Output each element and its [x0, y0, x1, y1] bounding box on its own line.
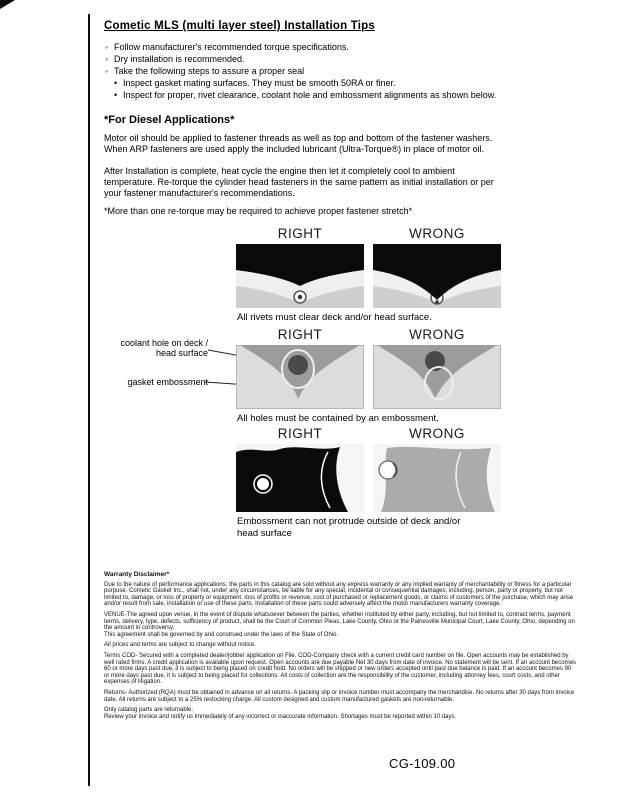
- scan-corner-mark: [0, 0, 15, 9]
- tip-bullet: ◦ Dry installation is recommended.: [104, 53, 534, 65]
- diesel-heading: *For Diesel Applications*: [104, 114, 235, 126]
- tip-sub-bullet: • Inspect for proper, rivet clearance, coolant hole and embossment alignments as shown below.: [113, 89, 534, 101]
- tip-bullet: ◦ Follow manufacturer's recommended torque specifications.: [104, 41, 534, 53]
- diesel-paragraph-1: Motor oil should be applied to fastener threads as well as top and bottom of the fastener washers. When ARP fasteners are used apply the included lubricant (Ultra-Torque®) in place of motor oil.: [104, 133, 493, 154]
- diesel-paragraph-2: After Installation is complete, heat cycle the engine then let it completely cool to ambient temperature. Re-torque the cylinder head fasteners in the same pattern as initial installation or per your fastener manufacturer's recommendations.: [104, 166, 494, 198]
- tip-bullet: ◦ Take the following steps to assure a proper seal: [104, 65, 534, 77]
- warranty-heading: Warranty Disclaimer*: [104, 571, 170, 578]
- row3-caption: Embossment can not protrude outside of deck and/or head surface: [237, 516, 461, 539]
- callout-coolant-label: coolant hole on deck / head surface: [120, 338, 208, 358]
- page-code: CG-109.00: [389, 756, 456, 771]
- row2-wrong-label: WRONG: [409, 327, 465, 342]
- diagram-protrusion-wrong: [373, 444, 501, 512]
- warranty-paragraph: VENUE-The agreed upon venue, in the event of dispute whatsoever between the parties, whether instituted by either party, including, but not limited to, contract terms, payment terms, delivery, type, defects, sufficiency of product, shall be the Court of Common Pleas, Lake County, Ohio or the Painesville Municipal Court, Lake County, Ohio, depending on the amount in controversy.: [104, 611, 575, 632]
- diagram-embossment-wrong: [373, 345, 501, 409]
- row3-right-label: RIGHT: [277, 426, 323, 441]
- row3-wrong-label: WRONG: [409, 426, 465, 441]
- warranty-paragraph: All prices and terms are subject to change without notice.: [104, 642, 256, 649]
- tips-list: [104, 41, 534, 101]
- row1-wrong-label: WRONG: [409, 226, 465, 241]
- row2-caption: All holes must be contained by an embossment.: [237, 413, 439, 424]
- diagram-rivet-wrong: [373, 244, 501, 308]
- retorque-note: *More than one re-torque may be required to achieve proper fastener stretch*: [104, 206, 413, 216]
- diagram-rivet-right: [236, 244, 364, 308]
- diagram-embossment-right: [236, 345, 364, 409]
- tip-sub-bullet: • Inspect gasket mating surfaces. They must be smooth 50RA or finer.: [113, 77, 534, 89]
- diagram-protrusion-right: [236, 444, 364, 512]
- warranty-paragraph: Due to the nature of performance applications, the parts in this catalog are sold without any express warranty or any implied warranty of merchantability or fitness for a particular purpose. Cometic Gasket Inc., shall not, under any circumstances, be liable for any special, incidental or consequential damages, including, person, party or property, but not limited to, damage, or loss of property or equipment, loss of profits or revenue, cost of purchased or replacement goods, or claims of customers of the purchase, which may arise and/or result from sale, installation or use of these parts. Installation of these parts could adversely affect the motor manufacturers warranty coverage.: [104, 581, 574, 608]
- page-title: Cometic MLS (multi layer steel) Installation Tips: [104, 20, 375, 32]
- warranty-paragraph: This agreement shall be governed by and construed under the laws of the State of Ohio.: [104, 631, 339, 638]
- warranty-paragraph: Returns- Authorized (RQA) must be obtained in advance on all returns. A packing slip or invoice number must accompany the merchandise. No returns after 30 days from invoice date. All returns are subject to a 25% restocking charge. All custom designed and custom manufactured gaskets are non-returnable.: [104, 689, 575, 703]
- row2-right-label: RIGHT: [277, 327, 323, 342]
- callout-embossment-label: gasket embossment: [127, 377, 208, 387]
- warranty-section: [104, 572, 576, 720]
- page-left-rule: [88, 14, 90, 786]
- warranty-paragraph: Terms COD- Secured with a completed dealer/jobber application on File, COD-Company check with a current credit card number on file. Open accounts may be established by well rated firms. A credit application is available upon request. Open accounts are due payable Net 30 days from date of invoice. No statement will be sent. If an account becomes 60 or more days past due, it is subject to being placed on credit hold. No orders will be shipped or new orders accepted until past due balance is paid. If an account becomes 90 or more days past due, it is subject to being placed for collections. All costs of collection are the responsibility of the customer, including attorney fees, court costs, and other expenses of litigation.: [104, 652, 576, 686]
- warranty-paragraph: Only catalog parts are returnable.: [104, 707, 194, 714]
- row1-caption: All rivets must clear deck and/or head surface.: [237, 312, 432, 323]
- warranty-paragraph: Review your invoice and notify us immediately of any incorrect or inaccurate information. Shortages must be reported within 10 days.: [104, 713, 457, 720]
- row1-right-label: RIGHT: [277, 226, 323, 241]
